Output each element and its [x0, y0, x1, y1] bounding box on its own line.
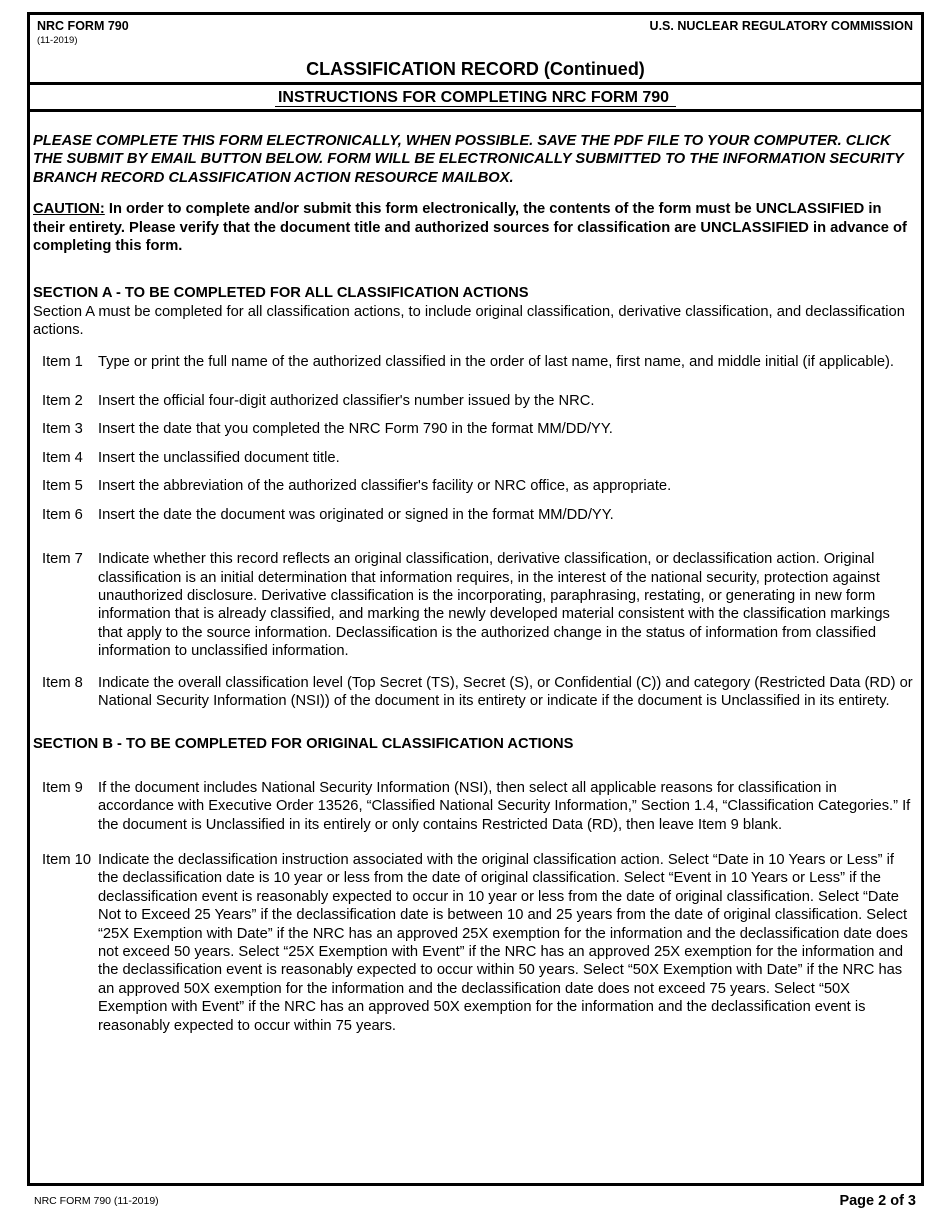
section-a-item-8	[33, 674, 916, 711]
item-text: Insert the official four-digit authorized classifier's number issued by the NRC.	[98, 393, 595, 410]
item-text: Indicate whether this record reflects an original classification, derivative classification, or declassification action. Original classification is an initial determination that information requires, in the interest of the national security, protection against unauthorized disclosure. Derivative classification is the incorporating, paraphrasing, restating, or generating in new form information that is already classified, and marking the newly developed material consistent with the classification markings that apply to the source information. Declassification is the authorized change in the status of information from classified information to unclassified information.	[98, 551, 890, 660]
item-label: Item 6	[42, 506, 83, 523]
section-a-item-4	[33, 449, 916, 467]
section-b-item-10	[33, 851, 916, 1035]
section-a-item-6	[33, 506, 916, 524]
section-a-item-2	[33, 392, 916, 410]
item-text: Insert the unclassified document title.	[98, 449, 340, 466]
page-number: Page 2 of 3	[839, 1193, 916, 1209]
footer-form-id: NRC FORM 790 (11-2019)	[34, 1195, 159, 1207]
item-label: Item 1	[42, 353, 83, 370]
subtitle-divider	[30, 109, 921, 112]
electronic-submission-notice: PLEASE COMPLETE THIS FORM ELECTRONICALLY, WHEN POSSIBLE. SAVE THE PDF FILE TO YOUR COMPUTER. CLICK THE SUBMIT BY EMAIL BUTTON BELOW. FORM WILL BE ELECTRONICALLY SUBMITTED TO THE INFORMATION SECURITY BRANCH RECORD CLASSIFICATION ACTION RESOURCE MAILBOX.	[33, 133, 904, 186]
item-text: If the document includes National Security Information (NSI), then select all applicable reasons for classification in accordance with Executive Order 13526, “Classified National Security Information,” Section 1.4, “Classification Categories.” If the document is Unclassified in its entirely or only contains Restricted Data (RD), then leave Item 9 blank.	[98, 779, 911, 833]
header-divider	[30, 82, 921, 85]
agency-name: U.S. NUCLEAR REGULATORY COMMISSION	[649, 19, 913, 33]
section-b-item-9	[33, 779, 916, 834]
section-b-heading: SECTION B - TO BE COMPLETED FOR ORIGINAL CLASSIFICATION ACTIONS	[33, 736, 574, 753]
item-text: Type or print the full name of the authorized classified in the order of last name, first name, and middle initial (if applicable).	[98, 353, 894, 370]
section-a-item-5	[33, 477, 916, 495]
instructions-heading	[30, 89, 921, 107]
item-text: Insert the date that you completed the NRC Form 790 in the format MM/DD/YY.	[98, 421, 613, 438]
section-a-heading: SECTION A - TO BE COMPLETED FOR ALL CLASSIFICATION ACTIONS	[33, 285, 529, 302]
item-label: Item 4	[42, 449, 83, 466]
item-label: Item 8	[42, 674, 83, 691]
item-label: Item 10	[42, 851, 91, 868]
instructions-heading-text: INSTRUCTIONS FOR COMPLETING NRC FORM 790	[275, 89, 676, 107]
form-revision: (11-2019)	[37, 35, 78, 46]
section-a-item-3	[33, 420, 916, 438]
page-title: CLASSIFICATION RECORD (Continued)	[306, 59, 645, 79]
section-a-item-7	[33, 550, 916, 660]
caution-notice	[33, 200, 916, 255]
instructions-body	[33, 132, 916, 1035]
item-label: Item 7	[42, 551, 83, 568]
item-label: Item 2	[42, 393, 83, 410]
caution-text: In order to complete and/or submit this form electronically, the contents of the form must be UNCLASSIFIED in their entirety. Please verify that the document title and authorized sources for classification are UNCLASSIFIED in advance of completing this form.	[33, 201, 907, 255]
item-label: Item 5	[42, 478, 83, 495]
form-frame	[27, 12, 924, 1186]
item-text: Insert the date the document was originated or signed in the format MM/DD/YY.	[98, 506, 614, 523]
item-text: Indicate the declassification instruction associated with the original classification action. Select “Date in 10 Years or Less” if the declassification date is 10 year or less from the date of original classification. Select “Event in 10 Years or Less” if the declassification event is reasonably expected to occur in 10 year or less from the date of original classification. Select “Date Not to Exceed 25 Years” if the declassification date is between 10 and 25 years from the date of original classification. Select “25X Exemption with Date” if the NRC has an approved 25X exemption for the information and the declassification date does not exceed 50 years. Select “25X Exemption with Event” if the NRC has an approved 25X exemption for the information and the declassification event is reasonably expected to occur within 50 years. Select “50X Exemption with Date” if the NRC has an approved 50X exemption for the information and the declassification date does not exceed 75 years. Select “50X Exemption with Event” if the NRC has an approved 50X exemption for the information and the declassification event is reasonably expected to occur within 75 years.	[98, 851, 908, 1034]
item-label: Item 3	[42, 421, 83, 438]
section-a-item-1	[33, 353, 916, 371]
item-text: Indicate the overall classification level (Top Secret (TS), Secret (S), or Confidential (C)) and category (Restricted Data (RD) or National Security Information (NSI)) of the document in its entirety or indicate if the document is Unclassified in its entirety.	[98, 674, 913, 709]
item-text: Insert the abbreviation of the authorized classifier's facility or NRC office, as appropriate.	[98, 478, 672, 495]
form-number: NRC FORM 790	[37, 19, 129, 33]
caution-label: CAUTION:	[33, 201, 105, 218]
item-label: Item 9	[42, 779, 83, 796]
section-a-description: Section A must be completed for all classification actions, to include original classification, derivative classification, and declassification actions.	[33, 303, 905, 339]
